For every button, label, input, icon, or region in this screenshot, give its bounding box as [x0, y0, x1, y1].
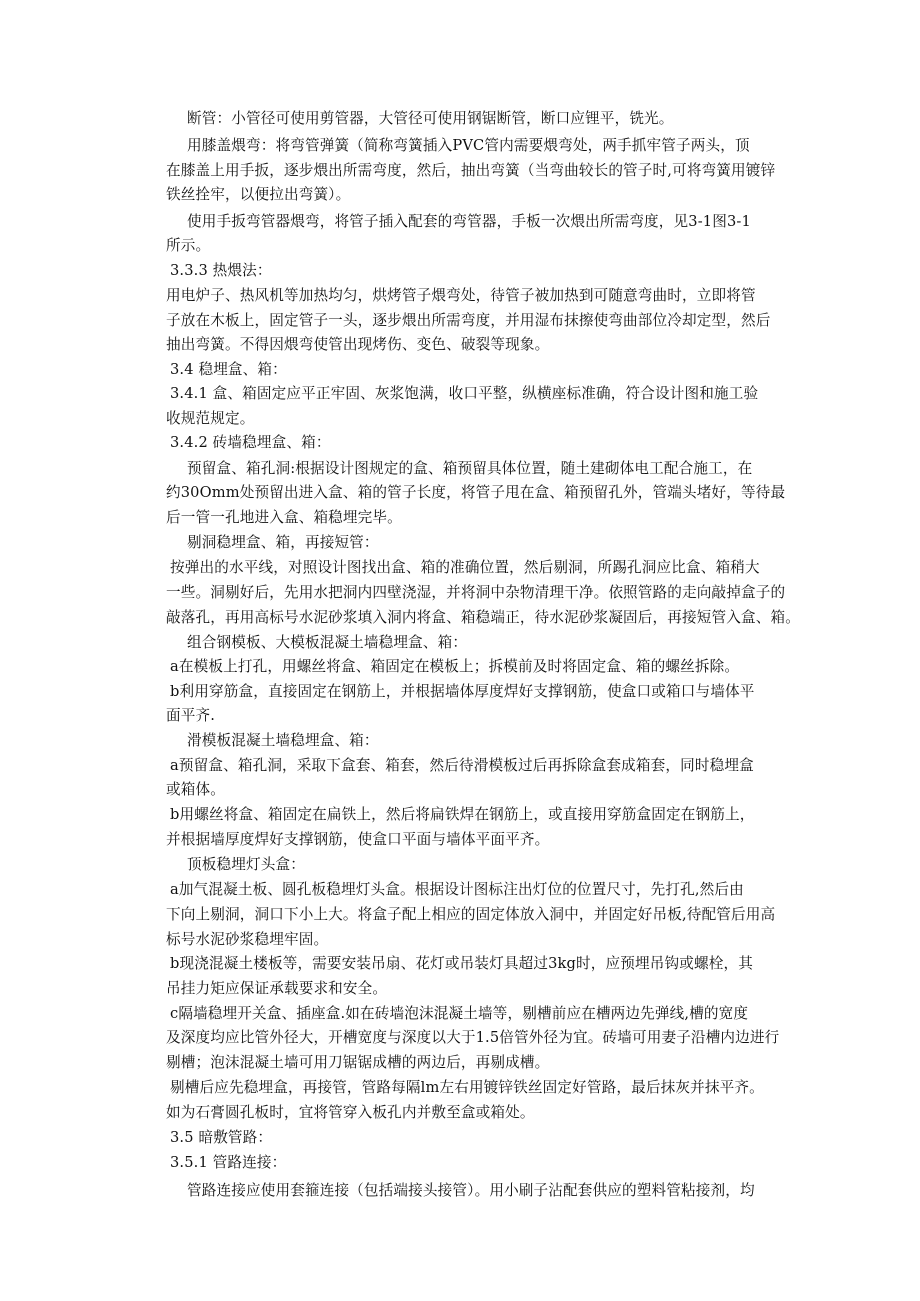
text-line: 如为石膏圆孔板时，宜将管穿入板孔内并敷至盒或箱处。: [166, 1104, 535, 1121]
section-heading: 3.5 暗敷管路：: [170, 1129, 273, 1146]
text-line: 及深度均应比管外径大，开槽宽度与深度以大于1.5倍管外径为宜。砖墙可用妻子沿槽内边进行: [166, 1029, 780, 1046]
text-line: 敲落孔，再用高标号水泥砂浆填入洞内将盒、箱稳端正，待水泥砂浆凝固后，再接短管入盒、箱。: [166, 609, 800, 626]
text-line: 管路连接应使用套箍连接（包括端接头接管）。用小刷子沾配套供应的塑料管粘接剂，均: [187, 1182, 755, 1199]
section-heading: 3.4.2 砖墙稳埋盒、箱：: [170, 434, 331, 451]
text-line: 剔洞稳埋盒、箱，再接短管：: [187, 534, 379, 551]
text-line: 断管：小管径可使用剪管器，大管径可使用钢锯断管，断口应锂平，铣光。: [187, 110, 674, 127]
text-line: b用螺丝将盒、箱固定在扁铁上，然后将扁铁焊在钢筋上，或直接用穿筋盒固定在钢筋上，: [170, 806, 755, 823]
text-line: a在模板上打孔，用螺丝将盒、箱固定在模板上；拆模前及时将固定盒、箱的螺丝拆除。: [170, 658, 740, 675]
text-line: 或箱体。: [166, 781, 225, 798]
text-line: 抽出弯簧。不得因煨弯使管出现烤伤、变色、破裂等现象。: [166, 336, 550, 353]
text-line: 标号水泥砂浆稳埋牢固。: [166, 931, 329, 948]
section-heading: 3.3.3 热煨法：: [170, 262, 272, 279]
text-line: 下向上剔洞，洞口下小上大。将盒子配上相应的固定体放入洞中，并固定好吊板,待配管后用高: [166, 906, 776, 923]
text-line: 吊挂力矩应保证承载要求和安全。: [166, 980, 388, 997]
text-line: 用膝盖煨弯：将弯管弹簧（简称弯簧插入PVC管内需要煨弯处，两手抓牢管子两头，顶: [187, 137, 750, 154]
text-line: b利用穿筋盒，直接固定在钢筋上，并根据墙体厚度焊好支撑钢筋，使盒口或箱口与墙体平: [170, 683, 755, 700]
text-line: 用电炉子、热风机等加热均匀，烘烤管子煨弯处，待管子被加热到可随意弯曲时，立即将管: [166, 287, 756, 304]
text-line: 收规范规定。: [166, 410, 255, 427]
section-heading: 3.4 稳埋盒、箱：: [170, 361, 287, 378]
text-line: 一些。洞剔好后，先用水把洞内四壁浇湿，并将洞中杂物清理干净。依照管路的走向敲掉盒子的: [166, 584, 786, 601]
text-line: 3.4.1 盒、箱固定应平正牢固、灰浆饱满，收口平整，纵横座标准确，符合设计图和施工验: [170, 385, 759, 402]
text-line: 约30Omm处预留出进入盒、箱的管子长度，将管子甩在盒、箱预留孔外，管端头堵好，等待最: [166, 484, 786, 501]
section-heading: 3.5.1 管路连接：: [170, 1154, 287, 1171]
text-line: 子放在木板上，固定管子一头，逐步煨出所需弯度，并用湿布抹擦使弯曲部位冷却定型，然后: [166, 312, 771, 329]
text-line: 使用手扳弯管器煨弯，将管子插入配套的弯管器，手板一次煨出所需弯度，见3-1图3-1: [187, 213, 751, 230]
text-line: 滑模板混凝土墙稳埋盒、箱：: [187, 732, 379, 749]
text-line: a加气混凝土板、圆孔板稳埋灯头盒。根据设计图标注出灯位的位置尺寸，先打孔,然后由: [170, 881, 744, 898]
text-line: 并根据墙厚度焊好支撑钢筋，使盒口平面与墙体平面平齐。: [166, 831, 550, 848]
text-line: 面平齐.: [166, 707, 216, 724]
text-line: c隔墙稳埋开关盒、插座盒.如在砖墙泡沫混凝土墙等，剔槽前应在槽两边先弹线,槽的宽度: [170, 1005, 749, 1022]
text-line: 顶板稳埋灯头盒：: [187, 856, 305, 873]
text-line: 剔槽后应先稳埋盒，再接管，管路每隔lm左右用镀锌铁丝固定好管路，最后抹灰并抹平齐。: [170, 1079, 764, 1096]
text-line: 在膝盖上用手扳，逐步煨出所需弯度，然后，抽出弯簧（当弯曲较长的管子时,可将弯簧用镀锌: [166, 162, 776, 179]
text-line: 组合钢模板、大模板混凝土墙稳埋盒、箱：: [187, 634, 468, 651]
text-line: 铁丝拴牢，以便拉出弯簧）。: [166, 186, 351, 203]
text-line: 后一管一孔地进入盒、箱稳埋完毕。: [166, 509, 402, 526]
text-line: b现浇混凝土楼板等，需要安装吊扇、花灯或吊装灯具超过3kg时，应预埋吊钩或螺栓，其: [170, 955, 753, 972]
text-line: 按弹出的水平线，对照设计图找出盒、箱的准确位置，然后剔洞，所踢孔洞应比盒、箱稍大: [170, 559, 760, 576]
text-line: a预留盒、箱孔洞，采取下盒套、箱套，然后待滑模板过后再拆除盒套成箱套，同时稳埋盒: [170, 757, 754, 774]
text-line: 剔槽；泡沫混凝土墙可用刀锯锯成槽的两边后，再剔成槽。: [166, 1054, 550, 1071]
text-line: 所示。: [166, 237, 211, 254]
text-line: 预留盒、箱孔洞:根据设计图规定的盒、箱预留具体位置，随土建砌体电工配合施工，在: [187, 460, 753, 477]
